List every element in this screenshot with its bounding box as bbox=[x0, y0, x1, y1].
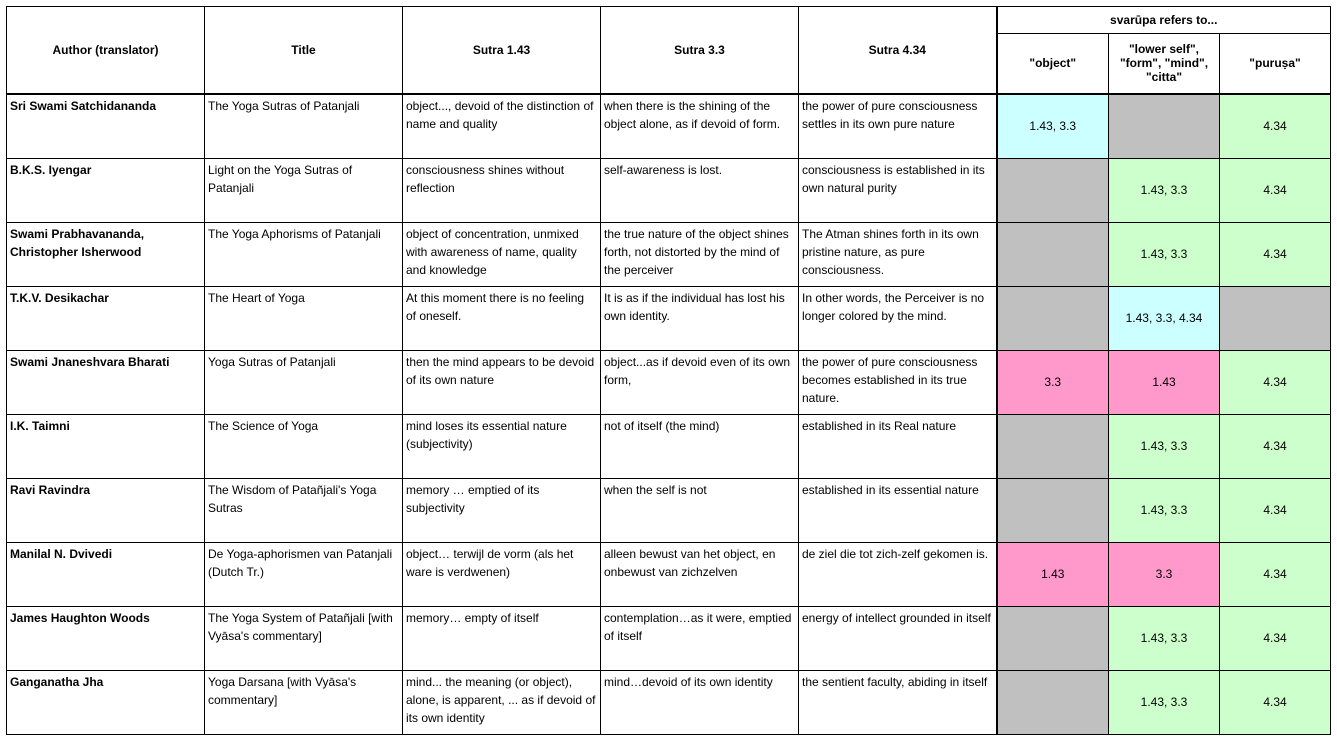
title-cell: Light on the Yoga Sutras of Patanjali bbox=[205, 158, 403, 222]
title-cell: De Yoga-aphorismen van Patanjali (Dutch Tr.) bbox=[205, 542, 403, 606]
sutra-1-43-cell: memory… empty of itself bbox=[403, 606, 601, 670]
title-cell: The Wisdom of Patañjali's Yoga Sutras bbox=[205, 478, 403, 542]
object-ref-cell: 1.43, 3.3 bbox=[997, 94, 1109, 158]
sutra-3-3-cell: It is as if the individual has lost his own identity. bbox=[601, 286, 799, 350]
object-ref-cell bbox=[997, 158, 1109, 222]
object-ref-cell: 3.3 bbox=[997, 350, 1109, 414]
author-cell: Ravi Ravindra bbox=[7, 478, 205, 542]
sutra-4-34-cell: the sentient faculty, abiding in itself bbox=[799, 670, 997, 734]
header-object: "object" bbox=[997, 33, 1109, 94]
header-sutra-1-43: Sutra 1.43 bbox=[403, 7, 601, 95]
purusa-ref-cell: 4.34 bbox=[1220, 222, 1331, 286]
lower-self-ref-cell: 1.43, 3.3 bbox=[1109, 158, 1220, 222]
author-cell: Ganganatha Jha bbox=[7, 670, 205, 734]
title-cell: The Yoga Sutras of Patanjali bbox=[205, 94, 403, 158]
table-row bbox=[7, 350, 1331, 414]
sutra-1-43-cell: consciousness shines without reflection bbox=[403, 158, 601, 222]
purusa-ref-cell: 4.34 bbox=[1220, 414, 1331, 478]
table-row bbox=[7, 286, 1331, 350]
table-row bbox=[7, 158, 1331, 222]
lower-self-ref-cell: 1.43, 3.3, 4.34 bbox=[1109, 286, 1220, 350]
lower-self-ref-cell: 1.43, 3.3 bbox=[1109, 478, 1220, 542]
sutra-3-3-cell: not of itself (the mind) bbox=[601, 414, 799, 478]
title-cell: Yoga Sutras of Patanjali bbox=[205, 350, 403, 414]
sutra-3-3-cell: self-awareness is lost. bbox=[601, 158, 799, 222]
author-cell: Swami Prabhavananda, Christopher Isherwood bbox=[7, 222, 205, 286]
lower-self-ref-cell: 1.43, 3.3 bbox=[1109, 670, 1220, 734]
author-cell: Manilal N. Dvivedi bbox=[7, 542, 205, 606]
lower-self-ref-cell: 3.3 bbox=[1109, 542, 1220, 606]
object-ref-cell bbox=[997, 670, 1109, 734]
sutra-1-43-cell: object..., devoid of the distinction of name and quality bbox=[403, 94, 601, 158]
sutra-3-3-cell: contemplation…as it were, emptied of itself bbox=[601, 606, 799, 670]
table-row bbox=[7, 414, 1331, 478]
object-ref-cell bbox=[997, 222, 1109, 286]
sutra-4-34-cell: The Atman shines forth in its own pristine nature, as pure consciousness. bbox=[799, 222, 997, 286]
object-ref-cell bbox=[997, 286, 1109, 350]
purusa-ref-cell: 4.34 bbox=[1220, 350, 1331, 414]
table-row bbox=[7, 222, 1331, 286]
sutra-3-3-cell: object...as if devoid even of its own form, bbox=[601, 350, 799, 414]
header-author: Author (translator) bbox=[7, 7, 205, 95]
title-cell: Yoga Darsana [with Vyāsa's commentary] bbox=[205, 670, 403, 734]
table-row bbox=[7, 542, 1331, 606]
header-purusa: "puruṣa" bbox=[1220, 33, 1331, 94]
lower-self-ref-cell: 1.43, 3.3 bbox=[1109, 414, 1220, 478]
sutra-1-43-cell: At this moment there is no feeling of oneself. bbox=[403, 286, 601, 350]
author-cell: T.K.V. Desikachar bbox=[7, 286, 205, 350]
sutra-4-34-cell: consciousness is established in its own natural purity bbox=[799, 158, 997, 222]
purusa-ref-cell: 4.34 bbox=[1220, 478, 1331, 542]
purusa-ref-cell: 4.34 bbox=[1220, 158, 1331, 222]
author-cell: I.K. Taimni bbox=[7, 414, 205, 478]
author-cell: Swami Jnaneshvara Bharati bbox=[7, 350, 205, 414]
sutra-1-43-cell: memory … emptied of its subjectivity bbox=[403, 478, 601, 542]
header-svarupa-group: svarūpa refers to... bbox=[997, 7, 1331, 34]
sutra-comparison-table bbox=[6, 6, 1331, 735]
sutra-3-3-cell: when the self is not bbox=[601, 478, 799, 542]
object-ref-cell bbox=[997, 606, 1109, 670]
sutra-4-34-cell: the power of pure consciousness becomes established in its true nature. bbox=[799, 350, 997, 414]
object-ref-cell: 1.43 bbox=[997, 542, 1109, 606]
sutra-4-34-cell: established in its essential nature bbox=[799, 478, 997, 542]
author-cell: Sri Swami Satchidananda bbox=[7, 94, 205, 158]
purusa-ref-cell: 4.34 bbox=[1220, 606, 1331, 670]
sutra-1-43-cell: then the mind appears to be devoid of its own nature bbox=[403, 350, 601, 414]
author-cell: B.K.S. Iyengar bbox=[7, 158, 205, 222]
table-row bbox=[7, 606, 1331, 670]
sutra-1-43-cell: object of concentration, unmixed with awareness of name, quality and knowledge bbox=[403, 222, 601, 286]
table-row bbox=[7, 670, 1331, 734]
object-ref-cell bbox=[997, 414, 1109, 478]
sutra-1-43-cell: mind loses its essential nature (subjectivity) bbox=[403, 414, 601, 478]
object-ref-cell bbox=[997, 478, 1109, 542]
header-lower-self: "lower self", "form", "mind", "citta" bbox=[1109, 33, 1220, 94]
purusa-ref-cell bbox=[1220, 286, 1331, 350]
sutra-3-3-cell: mind…devoid of its own identity bbox=[601, 670, 799, 734]
header-sutra-3-3: Sutra 3.3 bbox=[601, 7, 799, 95]
sutra-3-3-cell: when there is the shining of the object alone, as if devoid of form. bbox=[601, 94, 799, 158]
table-row bbox=[7, 478, 1331, 542]
sutra-4-34-cell: established in its Real nature bbox=[799, 414, 997, 478]
lower-self-ref-cell: 1.43, 3.3 bbox=[1109, 222, 1220, 286]
title-cell: The Yoga System of Patañjali [with Vyāsa's commentary] bbox=[205, 606, 403, 670]
lower-self-ref-cell: 1.43, 3.3 bbox=[1109, 606, 1220, 670]
sutra-4-34-cell: the power of pure consciousness settles in its own pure nature bbox=[799, 94, 997, 158]
sutra-4-34-cell: de ziel die tot zich-zelf gekomen is. bbox=[799, 542, 997, 606]
sutra-1-43-cell: object… terwijl de vorm (als het ware is verdwenen) bbox=[403, 542, 601, 606]
sutra-4-34-cell: energy of intellect grounded in itself bbox=[799, 606, 997, 670]
sutra-3-3-cell: alleen bewust van het object, en onbewust van zichzelven bbox=[601, 542, 799, 606]
lower-self-ref-cell: 1.43 bbox=[1109, 350, 1220, 414]
author-cell: James Haughton Woods bbox=[7, 606, 205, 670]
title-cell: The Science of Yoga bbox=[205, 414, 403, 478]
title-cell: The Yoga Aphorisms of Patanjali bbox=[205, 222, 403, 286]
lower-self-ref-cell bbox=[1109, 94, 1220, 158]
header-title: Title bbox=[205, 7, 403, 95]
sutra-4-34-cell: In other words, the Perceiver is no longer colored by the mind. bbox=[799, 286, 997, 350]
header-sutra-4-34: Sutra 4.34 bbox=[799, 7, 997, 95]
purusa-ref-cell: 4.34 bbox=[1220, 94, 1331, 158]
title-cell: The Heart of Yoga bbox=[205, 286, 403, 350]
table-row bbox=[7, 94, 1331, 158]
sutra-3-3-cell: the true nature of the object shines forth, not distorted by the mind of the perceiver bbox=[601, 222, 799, 286]
sutra-1-43-cell: mind... the meaning (or object), alone, is apparent, ... as if devoid of its own identity bbox=[403, 670, 601, 734]
purusa-ref-cell: 4.34 bbox=[1220, 542, 1331, 606]
purusa-ref-cell: 4.34 bbox=[1220, 670, 1331, 734]
